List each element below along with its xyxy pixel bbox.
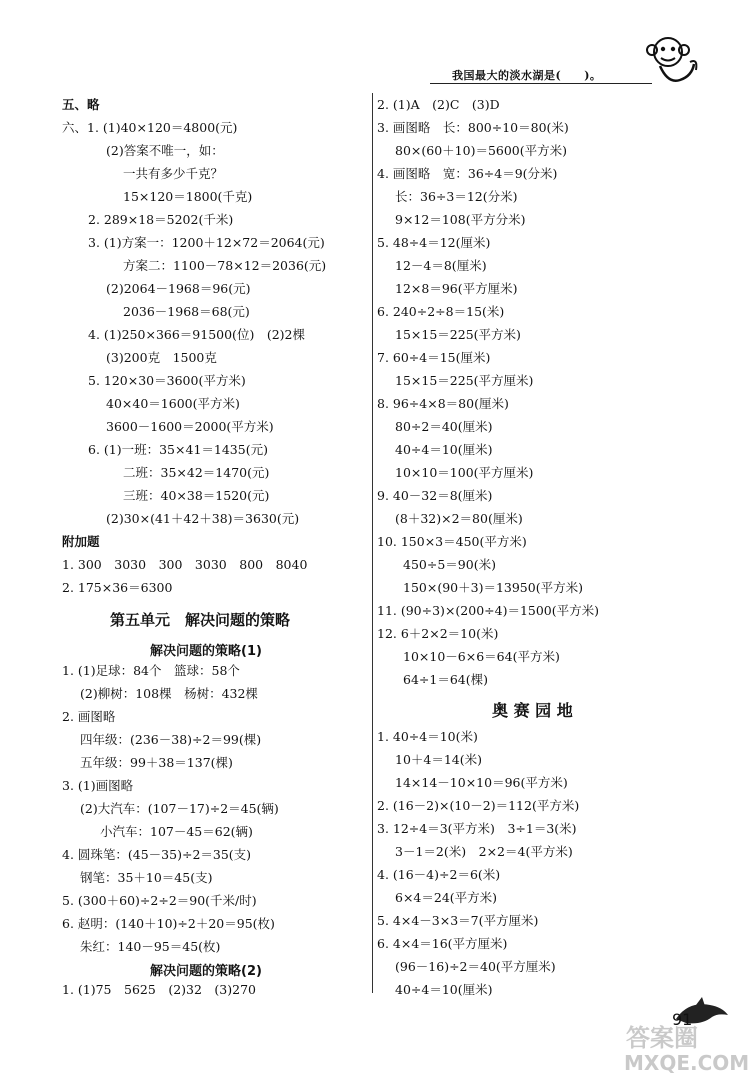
sub-title: 解决问题的策略(1) <box>150 644 262 659</box>
answer-line: 5. (300＋60)÷2÷2＝90(千米/时) <box>62 893 257 908</box>
answer-line: 15×15＝225(平方米) <box>395 327 521 342</box>
answer-line: (2)答案不唯一，如： <box>106 143 224 158</box>
answer-line: 6. 赵明：(140＋10)÷2＋20＝95(枚) <box>62 916 275 931</box>
answer-line: 80÷2＝40(厘米) <box>395 419 493 434</box>
answer-line: 2. 画图略 <box>62 709 116 724</box>
answer-line: 5. 120×30＝3600(平方米) <box>88 373 246 388</box>
answer-line: 3600－1600＝2000(平方米) <box>106 419 274 434</box>
answer-line: 5. 4×4－3×3＝7(平方厘米) <box>377 913 539 928</box>
answer-line: 2. (1)A (2)C (3)D <box>377 97 500 112</box>
answer-line: 六、1. (1)40×120＝4800(元) <box>62 120 238 135</box>
answer-line: 3. (1)画图略 <box>62 778 134 793</box>
answer-line: (8＋32)×2＝80(厘米) <box>395 511 523 526</box>
watermark-logo <box>618 1020 748 1076</box>
answer-line: 4. 画图略 宽：36÷4＝9(分米) <box>377 166 558 181</box>
answer-line: 3. 12÷4＝3(平方米) 3÷1＝3(米) <box>377 821 577 836</box>
answer-line: (2)2064－1968＝96(元) <box>106 281 251 296</box>
answer-line: 10＋4＝14(米) <box>395 752 483 767</box>
answer-line: 10. 150×3＝450(平方米) <box>377 534 527 549</box>
answer-line: 15×120＝1800(千克) <box>123 189 253 204</box>
answer-line: 9. 40－32＝8(厘米) <box>377 488 493 503</box>
mascot-monkey-logo <box>632 28 702 90</box>
answer-line: (2)大汽车：(107－17)÷2＝45(辆) <box>80 801 279 816</box>
answer-line: 3－1＝2(米) 2×2＝4(平方米) <box>395 844 573 859</box>
answer-line: 1. (1)75 5625 (2)32 (3)270 <box>62 982 257 997</box>
answer-line: 150×(90＋3)＝13950(平方米) <box>403 580 583 595</box>
answer-line: 4. (1)250×366＝91500(位) (2)2棵 <box>88 327 305 342</box>
answer-line: 朱红：140－95＝45(枚) <box>80 939 221 954</box>
answer-line: 四年级：(236－38)÷2＝99(棵) <box>80 732 262 747</box>
answer-line: 12×8＝96(平方厘米) <box>395 281 518 296</box>
answer-line: 40÷4＝10(厘米) <box>395 442 493 457</box>
answer-line: 小汽车：107－45＝62(辆) <box>100 824 253 839</box>
answer-line: (96－16)÷2＝40(平方厘米) <box>395 959 556 974</box>
answer-line: 10×10＝100(平方厘米) <box>395 465 534 480</box>
answer-line: 3. (1)方案一：1200＋12×72＝2064(元) <box>88 235 325 250</box>
answer-line: 40÷4＝10(厘米) <box>395 982 493 997</box>
answer-line: 6. 4×4＝16(平方厘米) <box>377 936 508 951</box>
answer-line: 五年级：99＋38＝137(棵) <box>80 755 233 770</box>
unit-title: 第五单元 解决问题的策略 <box>110 611 291 629</box>
header-rule <box>430 83 652 84</box>
answer-line: 80×(60＋10)＝5600(平方米) <box>395 143 568 158</box>
answer-line: 9×12＝108(平方分米) <box>395 212 526 227</box>
answer-line: 二班：35×42＝1470(元) <box>123 465 270 480</box>
answer-line: 6. 240÷2÷8＝15(米) <box>377 304 505 319</box>
sub-title: 解决问题的策略(2) <box>150 964 262 979</box>
answer-line: 6. (1)一班：35×41＝1435(元) <box>88 442 268 457</box>
answer-line: 4. (16－4)÷2＝6(米) <box>377 867 501 882</box>
answer-line: 2036－1968＝68(元) <box>123 304 250 319</box>
answer-line: 15×15＝225(平方厘米) <box>395 373 534 388</box>
answer-line: 一共有多少千克？ <box>123 166 224 181</box>
answer-line: 2. 289×18＝5202(千米) <box>88 212 234 227</box>
answer-line: 2. 175×36＝6300 <box>62 580 173 595</box>
answer-line: 12－4＝8(厘米) <box>395 258 487 273</box>
answer-line: 7. 60÷4＝15(厘米) <box>377 350 491 365</box>
answer-line: 64÷1＝64(棵) <box>403 672 488 687</box>
answer-line: 12. 6＋2×2＝10(米) <box>377 626 499 641</box>
answer-line: 4. 圆珠笔：(45－35)÷2＝35(支) <box>62 847 252 862</box>
answer-line: 1. (1)足球：84个 篮球：58个 <box>62 663 240 678</box>
answer-line: 1. 40÷4＝10(米) <box>377 729 478 744</box>
answer-line: 5. 48÷4＝12(厘米) <box>377 235 491 250</box>
answer-line: 钢笔：35＋10＝45(支) <box>80 870 213 885</box>
answer-line: (3)200克 1500克 <box>106 350 217 365</box>
answer-line: 10×10－6×6＝64(平方米) <box>403 649 560 664</box>
page-number: 91 <box>672 1010 693 1029</box>
bonus-heading: 附加题 <box>62 534 100 549</box>
answer-line: 8. 96÷4×8＝80(厘米) <box>377 396 509 411</box>
svg-text:答案圈: 答案圈 <box>626 1024 698 1052</box>
answer-line: 40×40＝1600(平方米) <box>106 396 240 411</box>
olympiad-section-title: 奥 赛 园 地 <box>492 701 573 720</box>
answer-line: 2. (16－2)×(10－2)＝112(平方米) <box>377 798 580 813</box>
header-question: 我国最大的淡水湖是( )。 <box>452 69 602 82</box>
answer-line: 1. 300 3030 300 3030 800 8040 <box>62 557 308 572</box>
answer-line: (2)30×(41＋42＋38)＝3630(元) <box>106 511 300 526</box>
answer-line: 方案二：1100－78×12＝2036(元) <box>123 258 327 273</box>
answer-line: 11. (90÷3)×(200÷4)＝1500(平方米) <box>377 603 600 618</box>
answer-line: 450÷5＝90(米) <box>403 557 496 572</box>
answer-line: 6×4＝24(平方米) <box>395 890 498 905</box>
answer-line: 长：36÷3＝12(分米) <box>395 189 518 204</box>
answer-line: 三班：40×38＝1520(元) <box>123 488 270 503</box>
answer-line: 14×14－10×10＝96(平方米) <box>395 775 568 790</box>
answer-line: 五、略 <box>62 97 100 112</box>
column-divider <box>372 93 373 993</box>
answer-line: 3. 画图略 长：800÷10＝80(米) <box>377 120 569 135</box>
svg-text:MXQE.COM: MXQE.COM <box>624 1051 748 1075</box>
answer-line: (2)柳树：108棵 杨树：432棵 <box>80 686 258 701</box>
